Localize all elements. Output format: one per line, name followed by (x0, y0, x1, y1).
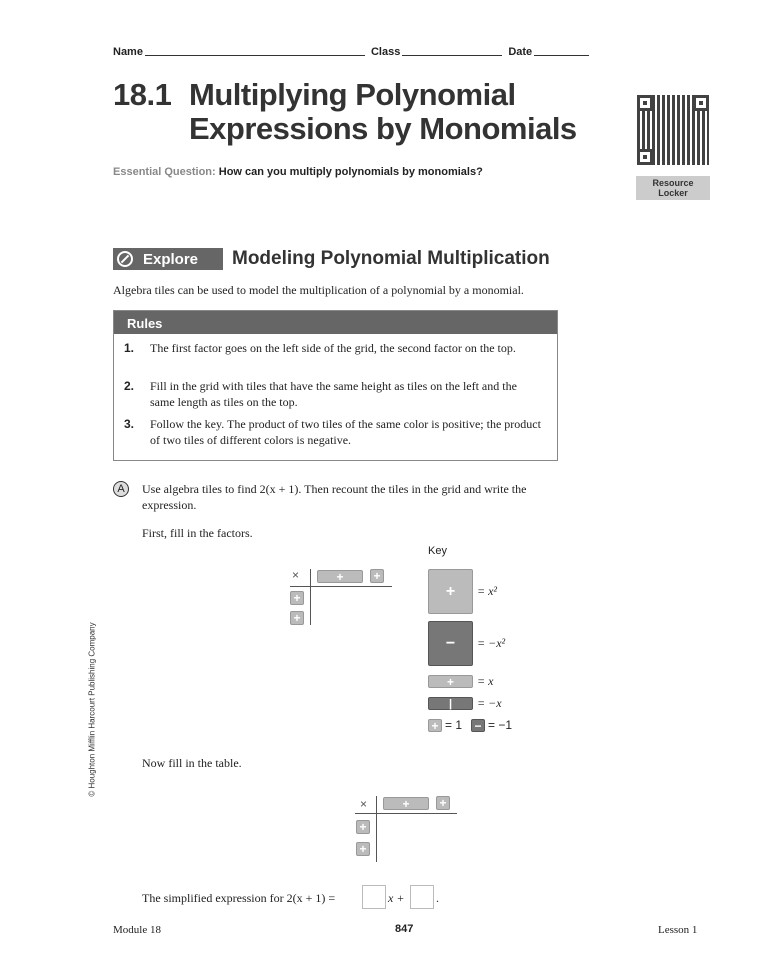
unit-tile[interactable]: + (436, 796, 450, 810)
simplified-end: . (436, 891, 439, 905)
constant-input[interactable] (410, 885, 434, 909)
section-heading: Modeling Polynomial Multiplication (232, 248, 550, 269)
class-label: Class (370, 46, 401, 58)
essential-question (113, 166, 483, 178)
footer-lesson: Lesson 1 (658, 924, 698, 936)
name-label: Name (113, 46, 143, 58)
locker-line-1: Resource (652, 178, 694, 188)
title-text (189, 78, 577, 146)
name-field[interactable] (145, 45, 365, 56)
rule-item (124, 416, 544, 448)
unit-tile[interactable]: + (356, 842, 370, 856)
key-neg-one-label: = −1 (488, 718, 513, 732)
compass-icon (117, 251, 133, 267)
header-fields (113, 45, 595, 58)
x-tile[interactable]: + (317, 570, 363, 583)
rule-text: Follow the key. The product of two tiles of the same color is positive; the product of two tiles of different colors is negative. (150, 417, 541, 447)
grid-divider (310, 569, 311, 625)
footer-module: Module 18 (113, 924, 161, 936)
locker-line-2: Locker (658, 188, 688, 198)
title-line-2: Expressions by Monomials (189, 111, 577, 146)
key-neg-x-label: = −x (477, 696, 502, 710)
x2-tile: + (428, 569, 473, 614)
simplified-prefix: The simplified expression for 2(x + 1) = (142, 891, 336, 905)
part-a-prompt: Use algebra tiles to find 2(x + 1). Then recount the tiles in the grid and write the expression. (142, 482, 527, 512)
x-tile: + (428, 675, 473, 688)
copyright-text: © Houghton Mifflin Harcourt Publishing Company (87, 622, 97, 797)
rule-text: The first factor goes on the left side of the grid, the second factor on the top. (150, 341, 516, 355)
rule-text: Fill in the grid with tiles that have the same height as tiles on the left and the same length as tiles on the top. (150, 379, 517, 409)
rule-item (124, 340, 544, 356)
grid-divider (290, 586, 392, 587)
step-1-text: First, fill in the factors. (142, 526, 253, 540)
rule-num: 1. (124, 341, 135, 355)
qr-code[interactable] (637, 95, 709, 165)
step-2-text: Now fill in the table. (142, 756, 242, 770)
simplified-mid: x + (388, 891, 405, 905)
neg-x-tile: | (428, 697, 473, 710)
date-label: Date (508, 46, 533, 58)
key-x2-label: = x² (477, 584, 498, 598)
date-field[interactable] (534, 45, 589, 56)
unit-tile: + (428, 719, 442, 732)
part-a-marker: A (113, 481, 129, 497)
grid-divider (355, 813, 457, 814)
explore-badge (113, 248, 223, 270)
eq-label: Essential Question: (113, 166, 216, 178)
x-tile[interactable]: + (383, 797, 429, 810)
unit-tile[interactable]: + (356, 820, 370, 834)
unit-tile[interactable]: + (370, 569, 384, 583)
lesson-number: 18.1 (113, 77, 172, 112)
key-neg-x2-label: = −x² (477, 636, 506, 650)
unit-tile[interactable]: + (290, 591, 304, 605)
eq-text: How can you multiply polynomials by monomials? (218, 166, 483, 178)
explore-label: Explore (143, 250, 199, 268)
title-line-1: Multiplying Polynomial (189, 77, 516, 112)
key-x-label: = x (477, 674, 494, 688)
key-one-label: = 1 (445, 718, 463, 732)
rules-title: Rules (114, 311, 557, 334)
times-symbol: × (292, 568, 300, 582)
page-number: 847 (395, 923, 414, 935)
intro-text: Algebra tiles can be used to model the multiplication of a polynomial by a monomial. (113, 283, 524, 297)
rule-num: 2. (124, 379, 135, 393)
neg-x2-tile: − (428, 621, 473, 666)
neg-unit-tile: − (471, 719, 485, 732)
times-symbol: × (360, 797, 368, 811)
rule-num: 3. (124, 417, 135, 431)
coefficient-input[interactable] (362, 885, 386, 909)
resource-locker-button[interactable] (636, 176, 710, 200)
unit-tile[interactable]: + (290, 611, 304, 625)
grid-divider (376, 796, 377, 862)
class-field[interactable] (402, 45, 502, 56)
key-title: Key (428, 545, 447, 557)
rules-box (113, 310, 558, 461)
rule-item (124, 378, 544, 410)
